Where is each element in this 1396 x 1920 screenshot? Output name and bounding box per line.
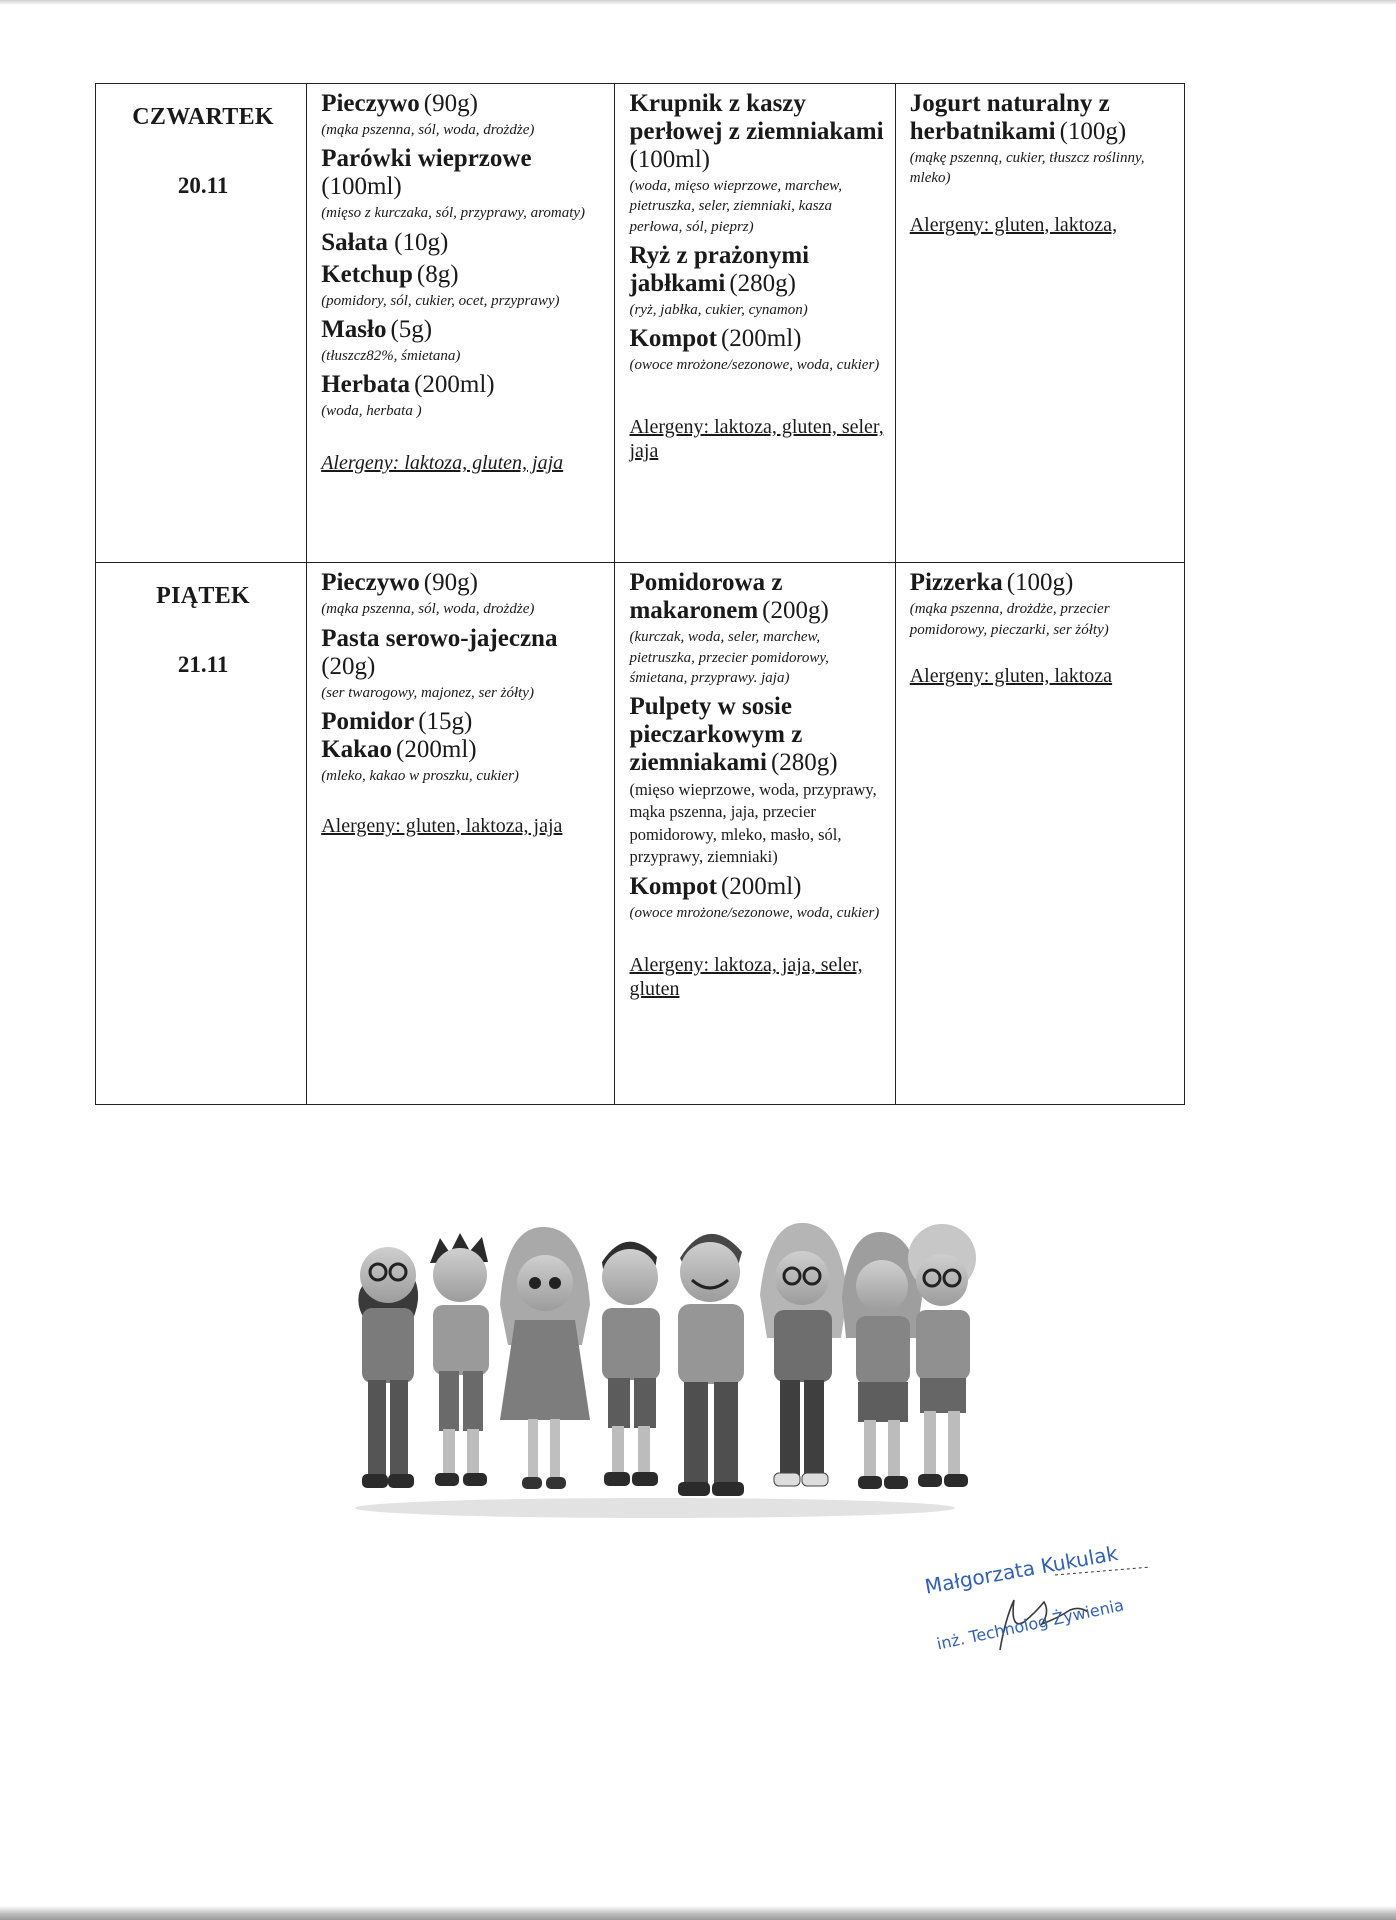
menu-item (629, 242, 884, 298)
snack-cell (895, 84, 1184, 563)
item-ingredients: (kurczak, woda, seler, marchew, pietruszka, przecier pomidorowy, śmietana, przyprawy. jaja) (629, 629, 829, 686)
allergens-note: Alergeny: laktoza, gluten, jaja (321, 452, 564, 475)
menu-item (629, 693, 884, 777)
scan-bottom-edge (0, 1906, 1396, 1920)
menu-item (629, 569, 884, 625)
breakfast-cell (307, 563, 615, 1105)
item-name: Krupnik z kaszy perłowej z ziemniakami (629, 90, 884, 145)
item-name: Ryż z prażonymi jabłkami (629, 241, 810, 297)
item-name: Kakao (321, 735, 393, 763)
item-name: Kompot (629, 325, 717, 352)
item-quantity: (200ml) (396, 735, 477, 763)
scan-top-edge (0, 0, 1396, 5)
item-quantity: (200ml) (414, 371, 495, 398)
item-name: Pomidor (321, 707, 415, 735)
day-cell (96, 84, 307, 563)
menu-item (321, 261, 604, 289)
item-ingredients: (woda, mięso wieprzowe, marchew, pietruszka, seler, ziemniaki, kasza perłowa, sól, pieprz) (629, 178, 842, 235)
item-name: Herbata (321, 371, 411, 398)
item-ingredients: (ryż, jabłka, cukier, cynamon) (629, 301, 808, 318)
day-date: 20.11 (177, 173, 229, 198)
item-ingredients: (woda, herbata ) (321, 403, 422, 419)
item-name: Parówki wieprzowe (321, 145, 532, 173)
day-date: 21.11 (177, 652, 229, 678)
item-quantity: (8g) (416, 260, 459, 288)
item-quantity: (15g) (418, 707, 473, 735)
menu-item (321, 736, 604, 764)
lunch-cell (615, 84, 895, 563)
item-quantity: (100g) (1059, 118, 1127, 145)
menu-item (910, 569, 1174, 597)
allergens-note: Alergeny: laktoza, jaja, seler, gluten (629, 954, 863, 1001)
stamp-name: Małgorzata Kukulak (923, 1541, 1120, 1599)
allergens-note: Alergeny: gluten, laktoza, jaja (321, 815, 563, 838)
menu-item (629, 90, 884, 174)
menu-item (321, 229, 604, 257)
item-quantity: (100ml) (321, 173, 402, 201)
item-name: Pasta serowo-jajeczna (321, 624, 558, 652)
item-ingredients: (mąka pszenna, drożdże, przecier pomidorowy, pieczarki, ser żółty) (909, 601, 1110, 638)
lunch-cell (615, 563, 895, 1105)
menu-table (95, 83, 1185, 1105)
item-ingredients: (owoce mrożone/sezonowe, woda, cukier) (629, 357, 880, 373)
item-name: Pieczywo (321, 90, 420, 117)
item-ingredients: (mięso z kurczaka, sól, przyprawy, aromaty) (321, 205, 586, 222)
item-ingredients: (mięso wieprzowe, woda, przyprawy, mąka pszenna, jaja, przecier pomidorowy, mleko, masło, sól, przyprawy, ziemniaki) (629, 780, 877, 866)
allergens-note: Alergeny: gluten, laktoza (909, 664, 1113, 687)
breakfast-cell (307, 84, 615, 563)
item-name: Ketchup (321, 260, 413, 288)
allergens-note: Alergeny: laktoza, gluten, seler, jaja (629, 416, 884, 463)
item-quantity: (200g) (762, 597, 829, 625)
item-quantity: (5g) (390, 315, 433, 343)
item-quantity: (90g) (423, 569, 478, 597)
item-name: Pieczywo (321, 569, 420, 597)
item-ingredients: (owoce mrożone/sezonowe, woda, cukier) (629, 905, 880, 922)
menu-item (321, 145, 604, 201)
item-name: Jogurt naturalny z herbatnikami (909, 90, 1110, 145)
item-name: Sałata (321, 228, 388, 256)
menu-item (910, 90, 1174, 146)
item-quantity: (280g) (770, 749, 838, 777)
day-name: PIĄTEK (156, 583, 250, 610)
item-quantity: (280g) (729, 269, 796, 297)
menu-item (321, 708, 604, 736)
menu-item (629, 873, 884, 901)
item-quantity: (90g) (423, 90, 478, 117)
item-ingredients: (tłuszcz82%, śmietana) (321, 347, 461, 364)
children-group-illustration (330, 1190, 980, 1520)
item-name: Masło (321, 315, 387, 343)
menu-item (321, 625, 604, 681)
day-row-friday (96, 563, 1185, 1105)
day-row-thursday (96, 84, 1185, 563)
day-name: CZWARTEK (132, 104, 274, 130)
allergens-note: Alergeny: gluten, laktoza, (909, 213, 1118, 236)
item-quantity: (20g) (321, 652, 376, 680)
menu-item (321, 569, 604, 597)
item-name: Pizzerka (909, 569, 1003, 597)
menu-item (321, 316, 604, 344)
item-name: Pulpety w sosie pieczarkowym z ziemniakami (629, 693, 803, 777)
stamp-title: inż. Technolog Żywienia (935, 1595, 1126, 1654)
item-quantity: (200ml) (720, 325, 802, 352)
item-name: Kompot (629, 873, 717, 901)
item-ingredients: (mąka pszenna, sól, woda, drożdże) (321, 601, 535, 618)
snack-cell (895, 563, 1184, 1105)
menu-item (321, 371, 604, 399)
item-quantity: (100ml) (629, 146, 711, 173)
item-name: Pomidorowa z makaronem (629, 569, 783, 625)
item-quantity: (100g) (1006, 569, 1074, 597)
day-cell (96, 563, 307, 1105)
item-ingredients: (ser twarogowy, majonez, ser żółty) (321, 684, 534, 701)
item-ingredients: (mąkę pszenną, cukier, tłuszcz roślinny, mleko) (909, 150, 1145, 187)
menu-item (629, 325, 884, 353)
item-quantity: (200ml) (720, 873, 802, 901)
item-ingredients: (mąka pszenna, sól, woda, drożdże) (321, 122, 535, 138)
item-ingredients: (mleko, kakao w proszku, cukier) (321, 767, 519, 784)
item-quantity: (10g) (387, 228, 449, 256)
item-ingredients: (pomidory, sól, cukier, ocet, przyprawy) (321, 292, 560, 309)
technologist-stamp (905, 1535, 1165, 1685)
menu-item (321, 90, 604, 118)
